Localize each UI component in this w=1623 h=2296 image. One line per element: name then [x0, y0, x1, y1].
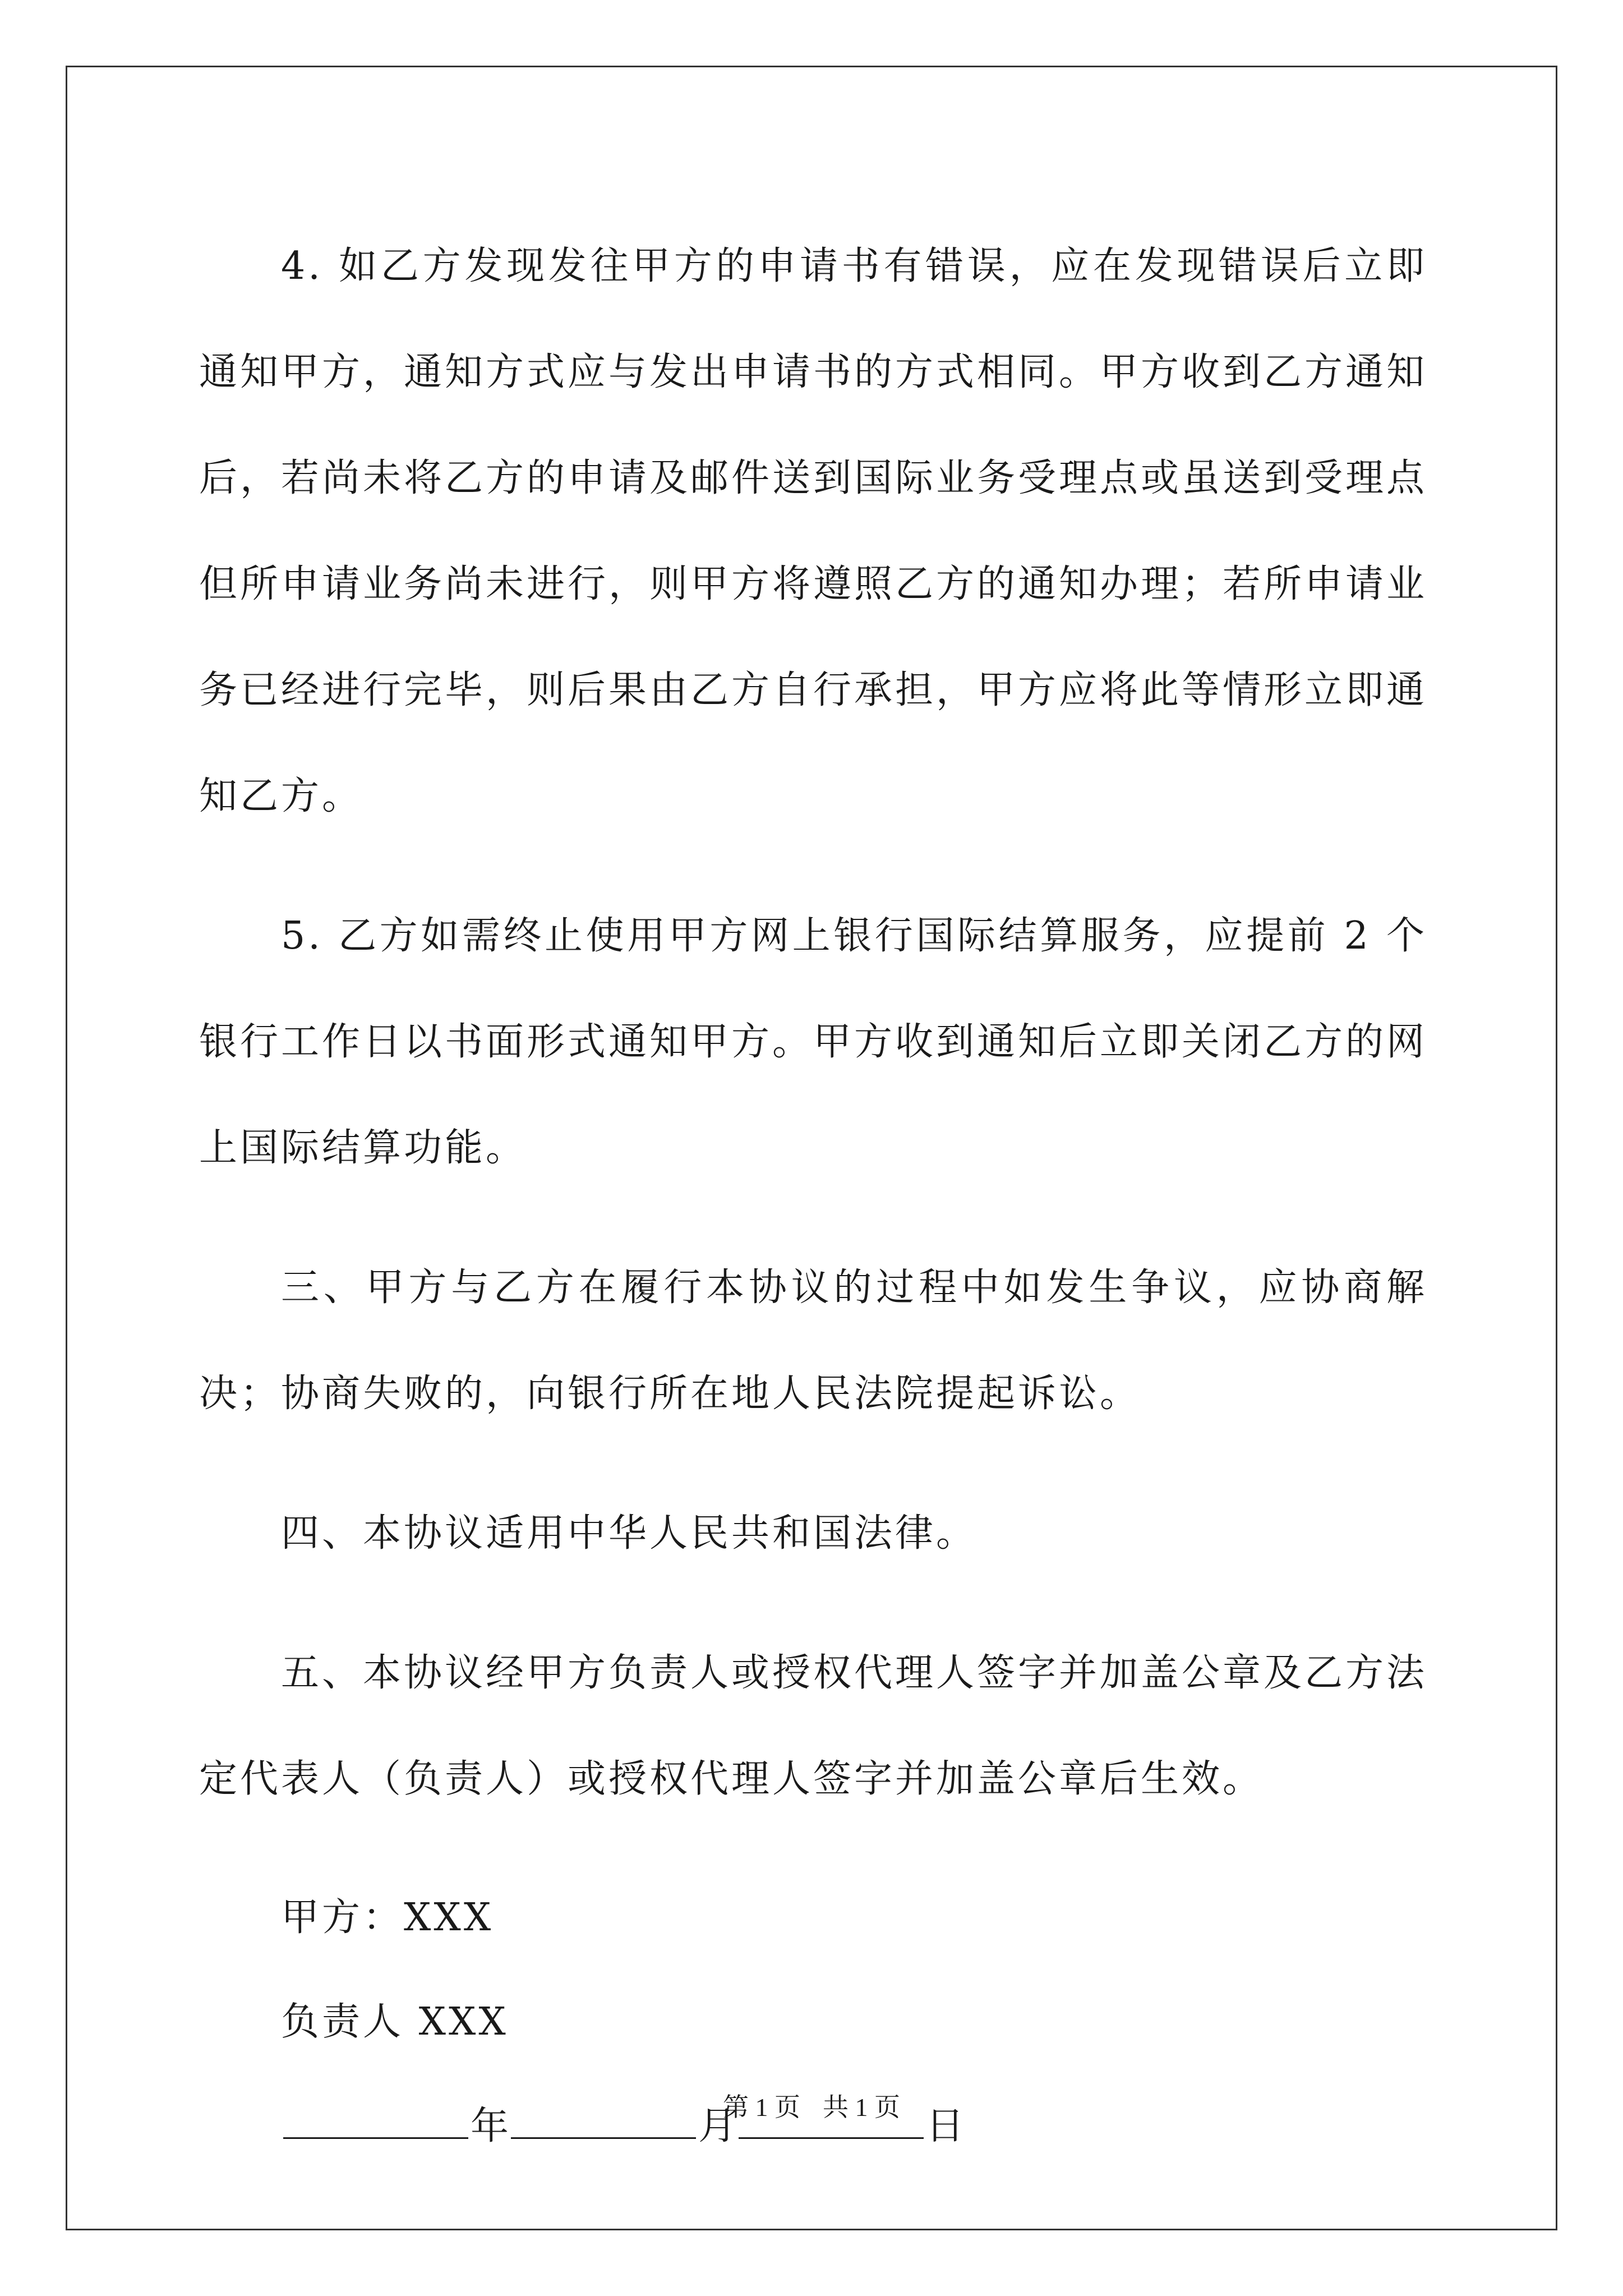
paragraph-section-4: 四、本协议适用中华人民共和国法律。 — [281, 1511, 978, 1556]
month-label: 月 — [698, 2104, 737, 2148]
year-label: 年 — [471, 2104, 509, 2148]
page-number-total: 共 1 页 — [823, 2093, 900, 2122]
page-number-current: 第 1 页 — [723, 2093, 800, 2122]
paragraph-clause-4: 4. 如乙方发现发往甲方的申请书有错误，应在发现错误后立即通知甲方，通知方式应与发出申请书的方式相同。甲方收到乙方通知后，若尚未将乙方的申请及邮件送到国际业务受理点或虽送到受理点但所申请业务尚未进行，则甲方将遵照乙方的通知办理；若所申请业务已经进行完毕，则后果由乙方自行承担，甲方应将此等情形立即通知乙方。 — [199, 244, 1428, 818]
party-a-signature-line: 甲方：XXX — [281, 1895, 494, 1940]
paragraph-section-3: 三、甲方与乙方在履行本协议的过程中如发生争议，应协商解决；协商失败的，向银行所在地人民法院提起诉讼。 — [199, 1266, 1427, 1416]
page-footer — [0, 2087, 1623, 2124]
day-label: 日 — [926, 2104, 965, 2148]
paragraph-section-5: 五、本协议经甲方负责人或授权代理人签字并加盖公章及乙方法定代表人（负责人）或授权代理人签字并加盖公章后生效。 — [199, 1651, 1428, 1801]
document-body — [199, 213, 1427, 2179]
responsible-person-line: 负责人 XXX — [281, 2000, 509, 2044]
paragraph-clause-5: 5. 乙方如需终止使用甲方网上银行国际结算服务，应提前 2 个银行工作日以书面形式通知甲方。甲方收到通知后立即关闭乙方的网上国际结算功能。 — [199, 914, 1428, 1170]
